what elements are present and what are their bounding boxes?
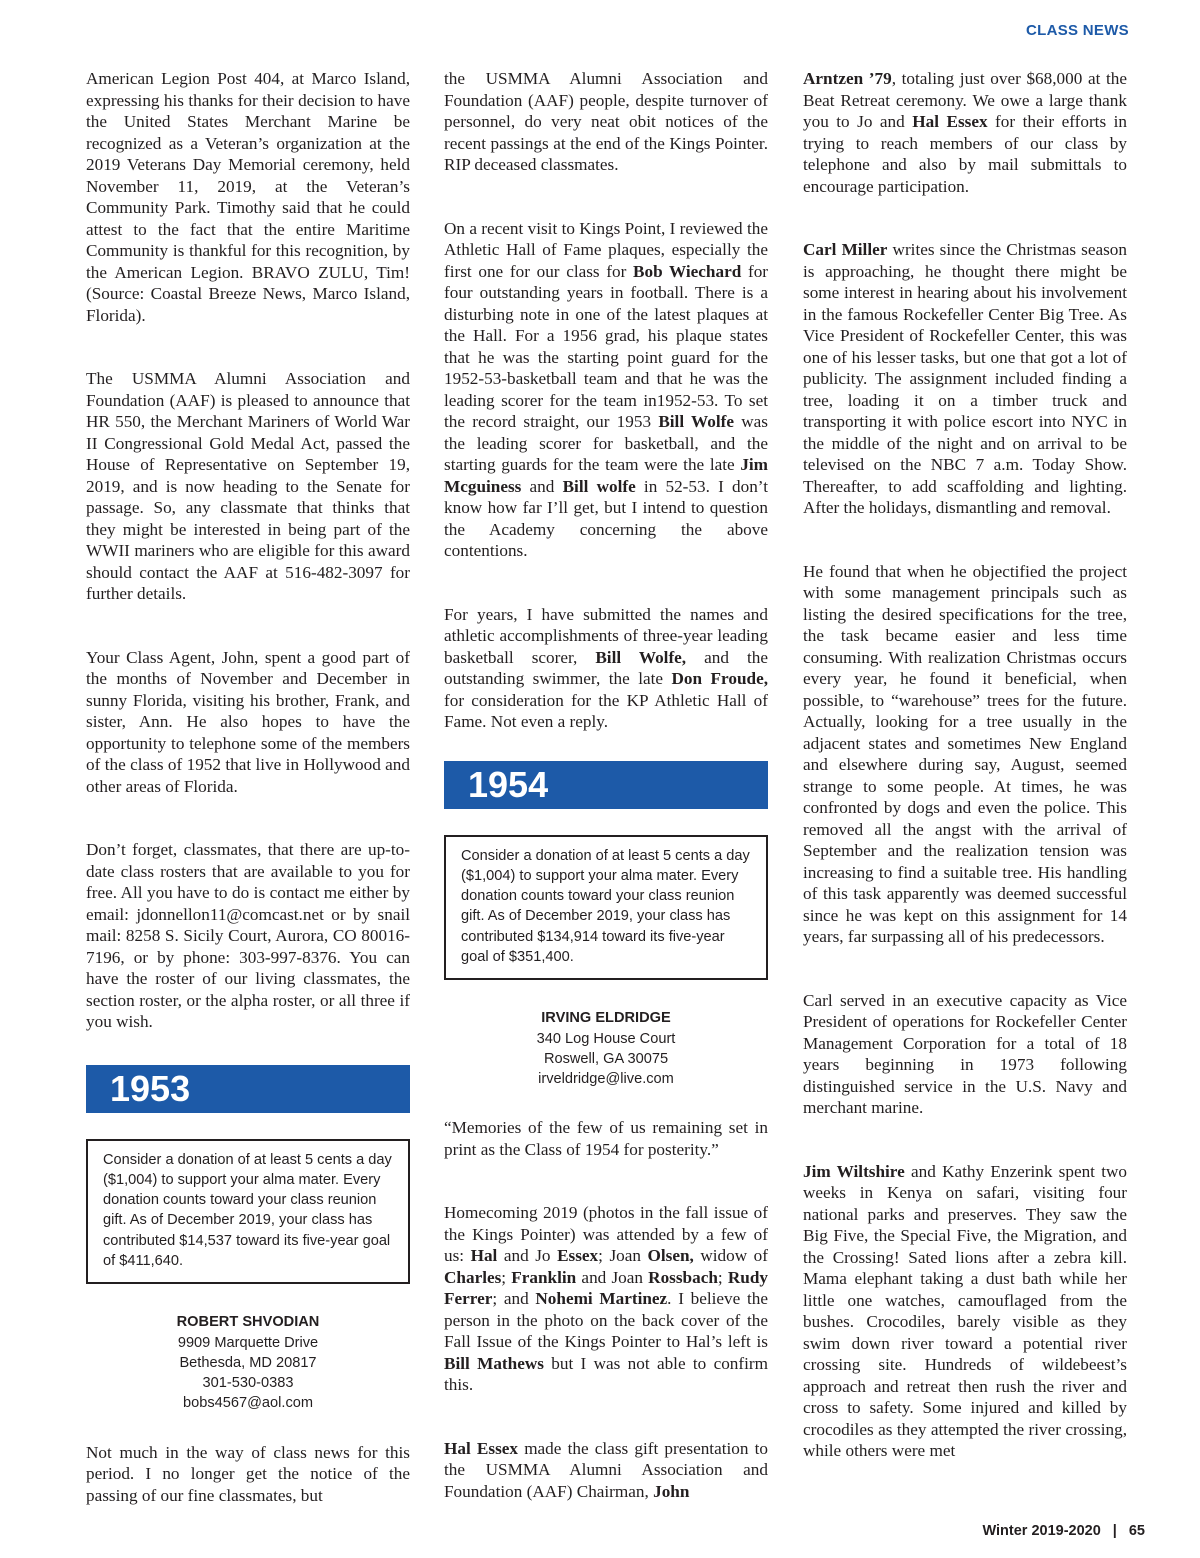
- paragraph: He found that when he objectified the project with some management principals such as listing the desired specifications for the tree, the task became easier and less time consuming. With realization Christmas occurs every year, he found it beneficial, when possible, to “warehouse” trees for the future. Actually, looking for a tree usually in the adjacent states and sometimes New England and elsewhere during say, August, seemed strange to some people. At times, he was confronted by dogs and even the police. This removed all the angst with the arrival of September and the realization tension was increasing to find a suitable tree. His handling of this task apparently was deemed successful since he was kept on this assignment for 14 years, far surpassing all of his predecessors.: [803, 561, 1127, 946]
- classmate-name: Carl Miller: [803, 240, 888, 259]
- page-footer: [982, 1523, 1145, 1539]
- classmate-name: Jim Mcguiness: [444, 455, 768, 496]
- class-year-heading: 1954: [444, 761, 768, 809]
- paragraph: Homecoming 2019 (photos in the fall issue of the Kings Pointer) was attended by a few of us: Hal and Jo Essex; Joan Olsen, widow of Charles; Franklin and Joan Rossbach; Rudy Ferrer; and Nohemi Martinez. I believe the person in the photo on the back cover of the Fall Issue of the Kings Pointer to Hal’s left is Bill Mathews but I was not able to confirm this.: [444, 1203, 769, 1395]
- column-1: [86, 68, 410, 1548]
- classmate-name: Jim Wiltshire: [803, 1161, 905, 1181]
- donation-box: Consider a donation of at least 5 cents a day ($1,004) to support your alma mater. Every donation counts toward your class reunion gift. As of December 2019, your class has contributed $134,914 toward its five-year goal of $351,400.: [444, 835, 768, 981]
- classmate-name: John: [653, 1481, 690, 1501]
- agent-city: Bethesda, MD 20817: [179, 1354, 317, 1371]
- agent-name: IRVING ELDRIDGE: [541, 1010, 671, 1027]
- classmate-name: Essex: [557, 1246, 599, 1266]
- classmate-name: Olsen,: [647, 1246, 694, 1266]
- paragraph: American Legion Post 404, at Marco Island, expressing his thanks for their decision to have the United States Merchant Marine be recognized as a Veteran’s organization at the 2019 Veterans Day Memorial ceremony, held November 11, 2019, at the Veteran’s Community Park. Timothy said that he could attest to the fact that the entire Maritime Community is thankful for this recognition, by the American Legion. BRAVO ZULU, Tim! (Source: Coastal Breeze News, Marco Island, Florida).: [86, 69, 410, 325]
- classmate-name: Hal: [470, 1246, 498, 1266]
- page-number: 65: [1128, 1523, 1145, 1539]
- column-2: [444, 68, 768, 1544]
- classmate-name: Rudy Ferrer: [444, 1267, 768, 1309]
- agent-phone: 301-530-0383: [202, 1375, 294, 1392]
- paragraph: Hal Essex made the class gift presentation to the USMMA Alumni Association and Foundation (AAF) Chairman, John: [444, 1438, 768, 1501]
- classmate-name: Bill Mathews: [444, 1353, 544, 1373]
- agent-email[interactable]: irveldridge@live.com: [538, 1071, 674, 1088]
- column-3: [803, 68, 1127, 1504]
- paragraph: Jim Wiltshire and Kathy Enzerink spent two weeks in Kenya on safari, visiting four national parks and preserves. They saw the Big Five, the Special Five, the Migration, and the Crossing! Sated lions after a zebra kill. Mama elephant taking a dust bath while her little one watches, camouflaged from the bushes. Crocodiles, barely visible as they swim down river toward a potential river crossing site. Hundreds of wildebeest’s approach and retreat then rush the river and cross to safety. Some injured and killed by crocodiles as they attempted the river crossing, while others were met: [803, 1161, 1127, 1460]
- footer-separator: |: [1112, 1523, 1117, 1539]
- paragraph: Carl served in an executive capacity as Vice President of operations for Rockefeller Center Management Corporation for a total of 18 years beginning in 1973 following distinguished service in the U.S. Navy and merchant marine.: [803, 990, 1127, 1117]
- classmate-name: Rossbach: [648, 1267, 718, 1287]
- section-header: CLASS NEWS: [1025, 22, 1129, 39]
- classmate-name: Bob Wiechard: [633, 261, 742, 281]
- classmate-name: Bill Wolfe,: [595, 647, 687, 667]
- agent-city: Roswell, GA 30075: [543, 1050, 669, 1067]
- paragraph: Not much in the way of class news for this period. I no longer get the notice of the passing of our fine classmates, but: [86, 1442, 410, 1505]
- agent-street: 9909 Marquette Drive: [177, 1334, 319, 1351]
- paragraph: Carl Miller writes since the Christmas season is approaching, he thought there might be some interest in hearing about his involvement in the famous Rockefeller Center Big Tree. As Vice President of Rockefeller Center, this was one of his lesser tasks, but one that got a lot of publicity. The assignment included finding a tree, loading it on a timber truck and transporting it with police escort into NYC in the middle of the night and on arrival to be televised on the NBC 7 a.m. Today Show. Thereafter, to add scaffolding and lighting. After the holidays, dismantling and removal.: [803, 240, 1127, 517]
- paragraph: The USMMA Alumni Association and Foundation (AAF) is pleased to announce that HR 550, the Merchant Mariners of World War II Congressional Gold Medal Act, passed the House of Representative on September 19, 2019, and is now heading to the Senate for passage. So, any classmate that thinks that they might be interested in being part of the WWII mariners who are eligible for this award should contact the AAF at 516-482-3097 for further details.: [86, 369, 410, 603]
- classmate-name: Nohemi Martinez: [535, 1289, 668, 1309]
- paragraph: Don’t forget, classmates, that there are up-to-date class rosters that are available to you for free. All you have to do is contact me either by email: jdonnellon11@comcast.net or by snail mail: 8258 S. Sicily Court, Aurora, CO 80016- 7196, or by phone: 303-997-8376. You can have the roster of our living classmates, the section roster, or the alpha roster, or all three if you wish.: [86, 840, 410, 1031]
- class-year-heading: 1953: [86, 1065, 410, 1113]
- paragraph: “Memories of the few of us remaining set in print as the Class of 1954 for posterity.”: [444, 1118, 768, 1159]
- paragraph: Your Class Agent, John, spent a good part of the months of November and December in sunny Florida, visiting his brother, Frank, and sister, Ann. He also hopes to have the opportunity to telephone some of the members of the class of 1952 that live in Hollywood and other areas of Florida.: [86, 647, 410, 796]
- agent-street: 340 Log House Court: [536, 1030, 676, 1047]
- classmate-name: Hal Essex: [444, 1438, 518, 1458]
- issue-label: Winter 2019-2020: [982, 1523, 1101, 1539]
- paragraph: For years, I have submitted the names and athletic accomplishments of three-year leading basketball scorer, Bill Wolfe, and the outstanding swimmer, the late Don Froude, for consideration for the KP Athletic Hall of Fame. Not even a reply.: [444, 604, 768, 731]
- agent-name: ROBERT SHVODIAN: [176, 1314, 320, 1331]
- class-agent-contact: [444, 1008, 768, 1089]
- classmate-name: Franklin: [511, 1267, 577, 1287]
- classmate-name: Charles: [444, 1267, 502, 1287]
- agent-email[interactable]: bobs4567@aol.com: [182, 1395, 314, 1412]
- paragraph: Arntzen ’79, totaling just over $68,000 at the Beat Retreat ceremony. We owe a large thank you to Jo and Hal Essex for their efforts in trying to reach members of our class by telephone and also by mail submittals to encourage participation.: [803, 69, 1128, 196]
- classmate-name: Bill wolfe: [562, 476, 636, 496]
- classmate-name: Arntzen ’79: [803, 69, 892, 88]
- classmate-name: Bill Wolfe: [658, 412, 735, 431]
- paragraph: On a recent visit to Kings Point, I reviewed the Athletic Hall of Fame plaques, especially the first one for our class for Bob Wiechard for four outstanding years in football. There is a disturbing note in one of the latest plaques at the Hall. For a 1956 grad, his plaque states that he was the starting point guard for the 1952-53-basketball team and that he was the leading scorer for the team in1952-53. To set the record straight, our 1953 Bill Wolfe was the leading scorer for basketball, and the starting guards for the team were the late Jim Mcguiness and Bill wolfe in 52-53. I don’t know how far I’ll get, but I intend to question the Academy concerning the above contentions.: [444, 218, 769, 560]
- classmate-name: Hal Essex: [912, 112, 988, 131]
- classmate-name: Don Froude,: [671, 669, 768, 688]
- paragraph: the USMMA Alumni Association and Foundation (AAF) people, despite turnover of personnel, do very neat obit notices of the recent passings at the end of the Kings Pointer. RIP deceased classmates.: [444, 69, 768, 174]
- donation-box: Consider a donation of at least 5 cents a day ($1,004) to support your alma mater. Every donation counts toward your class reunion gift. As of December 2019, your class has contributed $14,537 toward its five-year goal of $411,640.: [86, 1139, 410, 1285]
- class-agent-contact: [86, 1312, 410, 1413]
